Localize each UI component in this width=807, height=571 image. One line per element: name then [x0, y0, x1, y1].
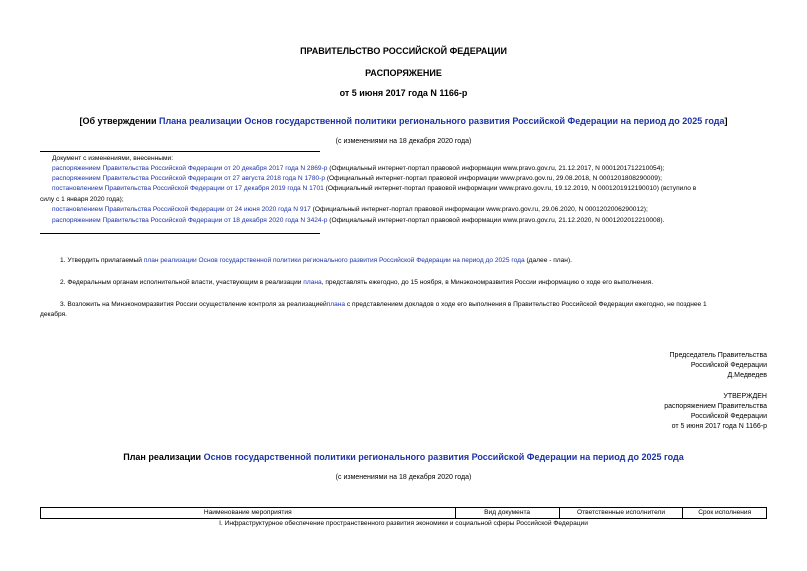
amendments-intro: Документ с изменениями, внесенными:: [52, 155, 174, 162]
amendment-link[interactable]: распоряжением Правительства Российской Федерации от 27 августа 2018 года N 1780-р: [52, 175, 326, 182]
signature-line: Российской Федерации: [690, 362, 767, 369]
approval-line: УТВЕРЖДЕН: [723, 393, 767, 400]
plan-link[interactable]: план реализации Основ государственной политики регионального развития Российской Федерации на период до 2025 года: [143, 257, 525, 264]
plan-revision-note: (с изменениями на 18 декабря 2020 года): [335, 474, 472, 481]
amendment-item: постановлением Правительства Российской Федерации от 17 декабря 2019 года N 1701 (Официальный интернет-портал правовой информации www.pravo.gov.ru, 19.12.2019, N 0001201912190010) (вступило в: [52, 185, 697, 192]
plan-title-link[interactable]: Основ государственной политики регионального развития Российской Федерации на период до 2025 года: [203, 452, 684, 462]
document-title: [0, 116, 807, 126]
column-header: Вид документа: [455, 508, 559, 519]
approval-block: [664, 392, 767, 432]
column-header: Ответственные исполнители: [559, 508, 683, 519]
table-row: [41, 519, 767, 530]
government-heading: ПРАВИТЕЛЬСТВО РОССИЙСКОЙ ФЕДЕРАЦИИ: [300, 46, 507, 56]
amendment-link[interactable]: распоряжением Правительства Российской Федерации от 18 декабря 2020 года N 3424-р: [52, 217, 328, 224]
paragraph-1: 1. Утвердить прилагаемый план реализации Основ государственной политики регионального развития Российской Федерации на период до 2025 года (далее - план).: [60, 257, 572, 264]
signature-name: Д.Медведев: [727, 372, 767, 379]
plan-title: План реализации Основ государственной политики регионального развития Российской Федерации на период до 2025 года: [123, 452, 684, 462]
approval-line: Российской Федерации: [690, 413, 767, 420]
amendment-item-continuation: силу с 1 января 2020 года);: [40, 196, 124, 203]
amendment-item: постановлением Правительства Российской Федерации от 24 июня 2020 года N 917 (Официальный интернет-портал правовой информации www.pravo.gov.ru, 29.06.2020, N 0001202006290012);: [52, 206, 648, 213]
revision-note: (с изменениями на 18 декабря 2020 года): [335, 138, 472, 145]
paragraph-3: 3. Возложить на Минэкономразвития России осуществление контроля за реализациейплана с представлением докладов о ходе его выполнения в Правительство Российской Федерации ежегодно, не позднее 1: [60, 301, 707, 308]
signature-line: Председатель Правительства: [669, 352, 767, 359]
table-header-row: [41, 508, 767, 519]
amendment-link[interactable]: постановлением Правительства Российской Федерации от 17 декабря 2019 года N 1701: [52, 185, 324, 192]
title-suffix: ]: [724, 116, 728, 126]
document-date-number: от 5 июня 2017 года N 1166-р: [339, 88, 468, 98]
plan-link[interactable]: плана: [326, 301, 346, 308]
document-type: РАСПОРЯЖЕНИЕ: [365, 68, 442, 78]
amendment-item: распоряжением Правительства Российской Федерации от 27 августа 2018 года N 1780-р (Официальный интернет-портал правовой информации www.pravo.gov.ru, 29.08.2018, N 0001201808290009);: [52, 175, 662, 182]
amendment-item: распоряжением Правительства Российской Федерации от 18 декабря 2020 года N 3424-р (Официальный интернет-портал правовой информации www.pravo.gov.ru, 21.12.2020, N 0001202012210008).: [52, 217, 665, 224]
title-prefix: [Об утверждении: [79, 116, 159, 126]
divider-top: [40, 151, 320, 152]
paragraph-2: 2. Федеральным органам исполнительной власти, участвующим в реализации плана, представлять ежегодно, до 15 ноября, в Минэкономразвития России информацию о ходе его выполнения.: [60, 279, 654, 286]
section-heading: I. Инфраструктурное обеспечение пространственного развития экономики и социальной сферы Российской Федерации: [41, 519, 767, 530]
amendment-item: распоряжением Правительства Российской Федерации от 20 декабря 2017 года N 2869-р (Официальный интернет-портал правовой информации www.pravo.gov.ru, 21.12.2017, N 0001201712210054);: [52, 165, 665, 172]
column-header: Наименование мероприятия: [41, 508, 456, 519]
plan-table: [40, 507, 767, 529]
signature-block: [670, 351, 767, 381]
title-link[interactable]: Плана реализации Основ государственной политики регионального развития Российской Федерации на период до 2025 года: [158, 116, 725, 126]
amendment-link[interactable]: постановлением Правительства Российской Федерации от 24 июня 2020 года N 917: [52, 206, 311, 213]
amendment-link[interactable]: распоряжением Правительства Российской Федерации от 20 декабря 2017 года N 2869-р: [52, 165, 328, 172]
divider-bottom: [40, 233, 320, 234]
paragraph-3-continuation: декабря.: [40, 311, 67, 318]
approval-line: от 5 июня 2017 года N 1166-р: [671, 423, 767, 430]
plan-link[interactable]: плана: [303, 279, 322, 286]
approval-line: распоряжением Правительства: [664, 403, 767, 410]
column-header: Срок исполнения: [683, 508, 767, 519]
